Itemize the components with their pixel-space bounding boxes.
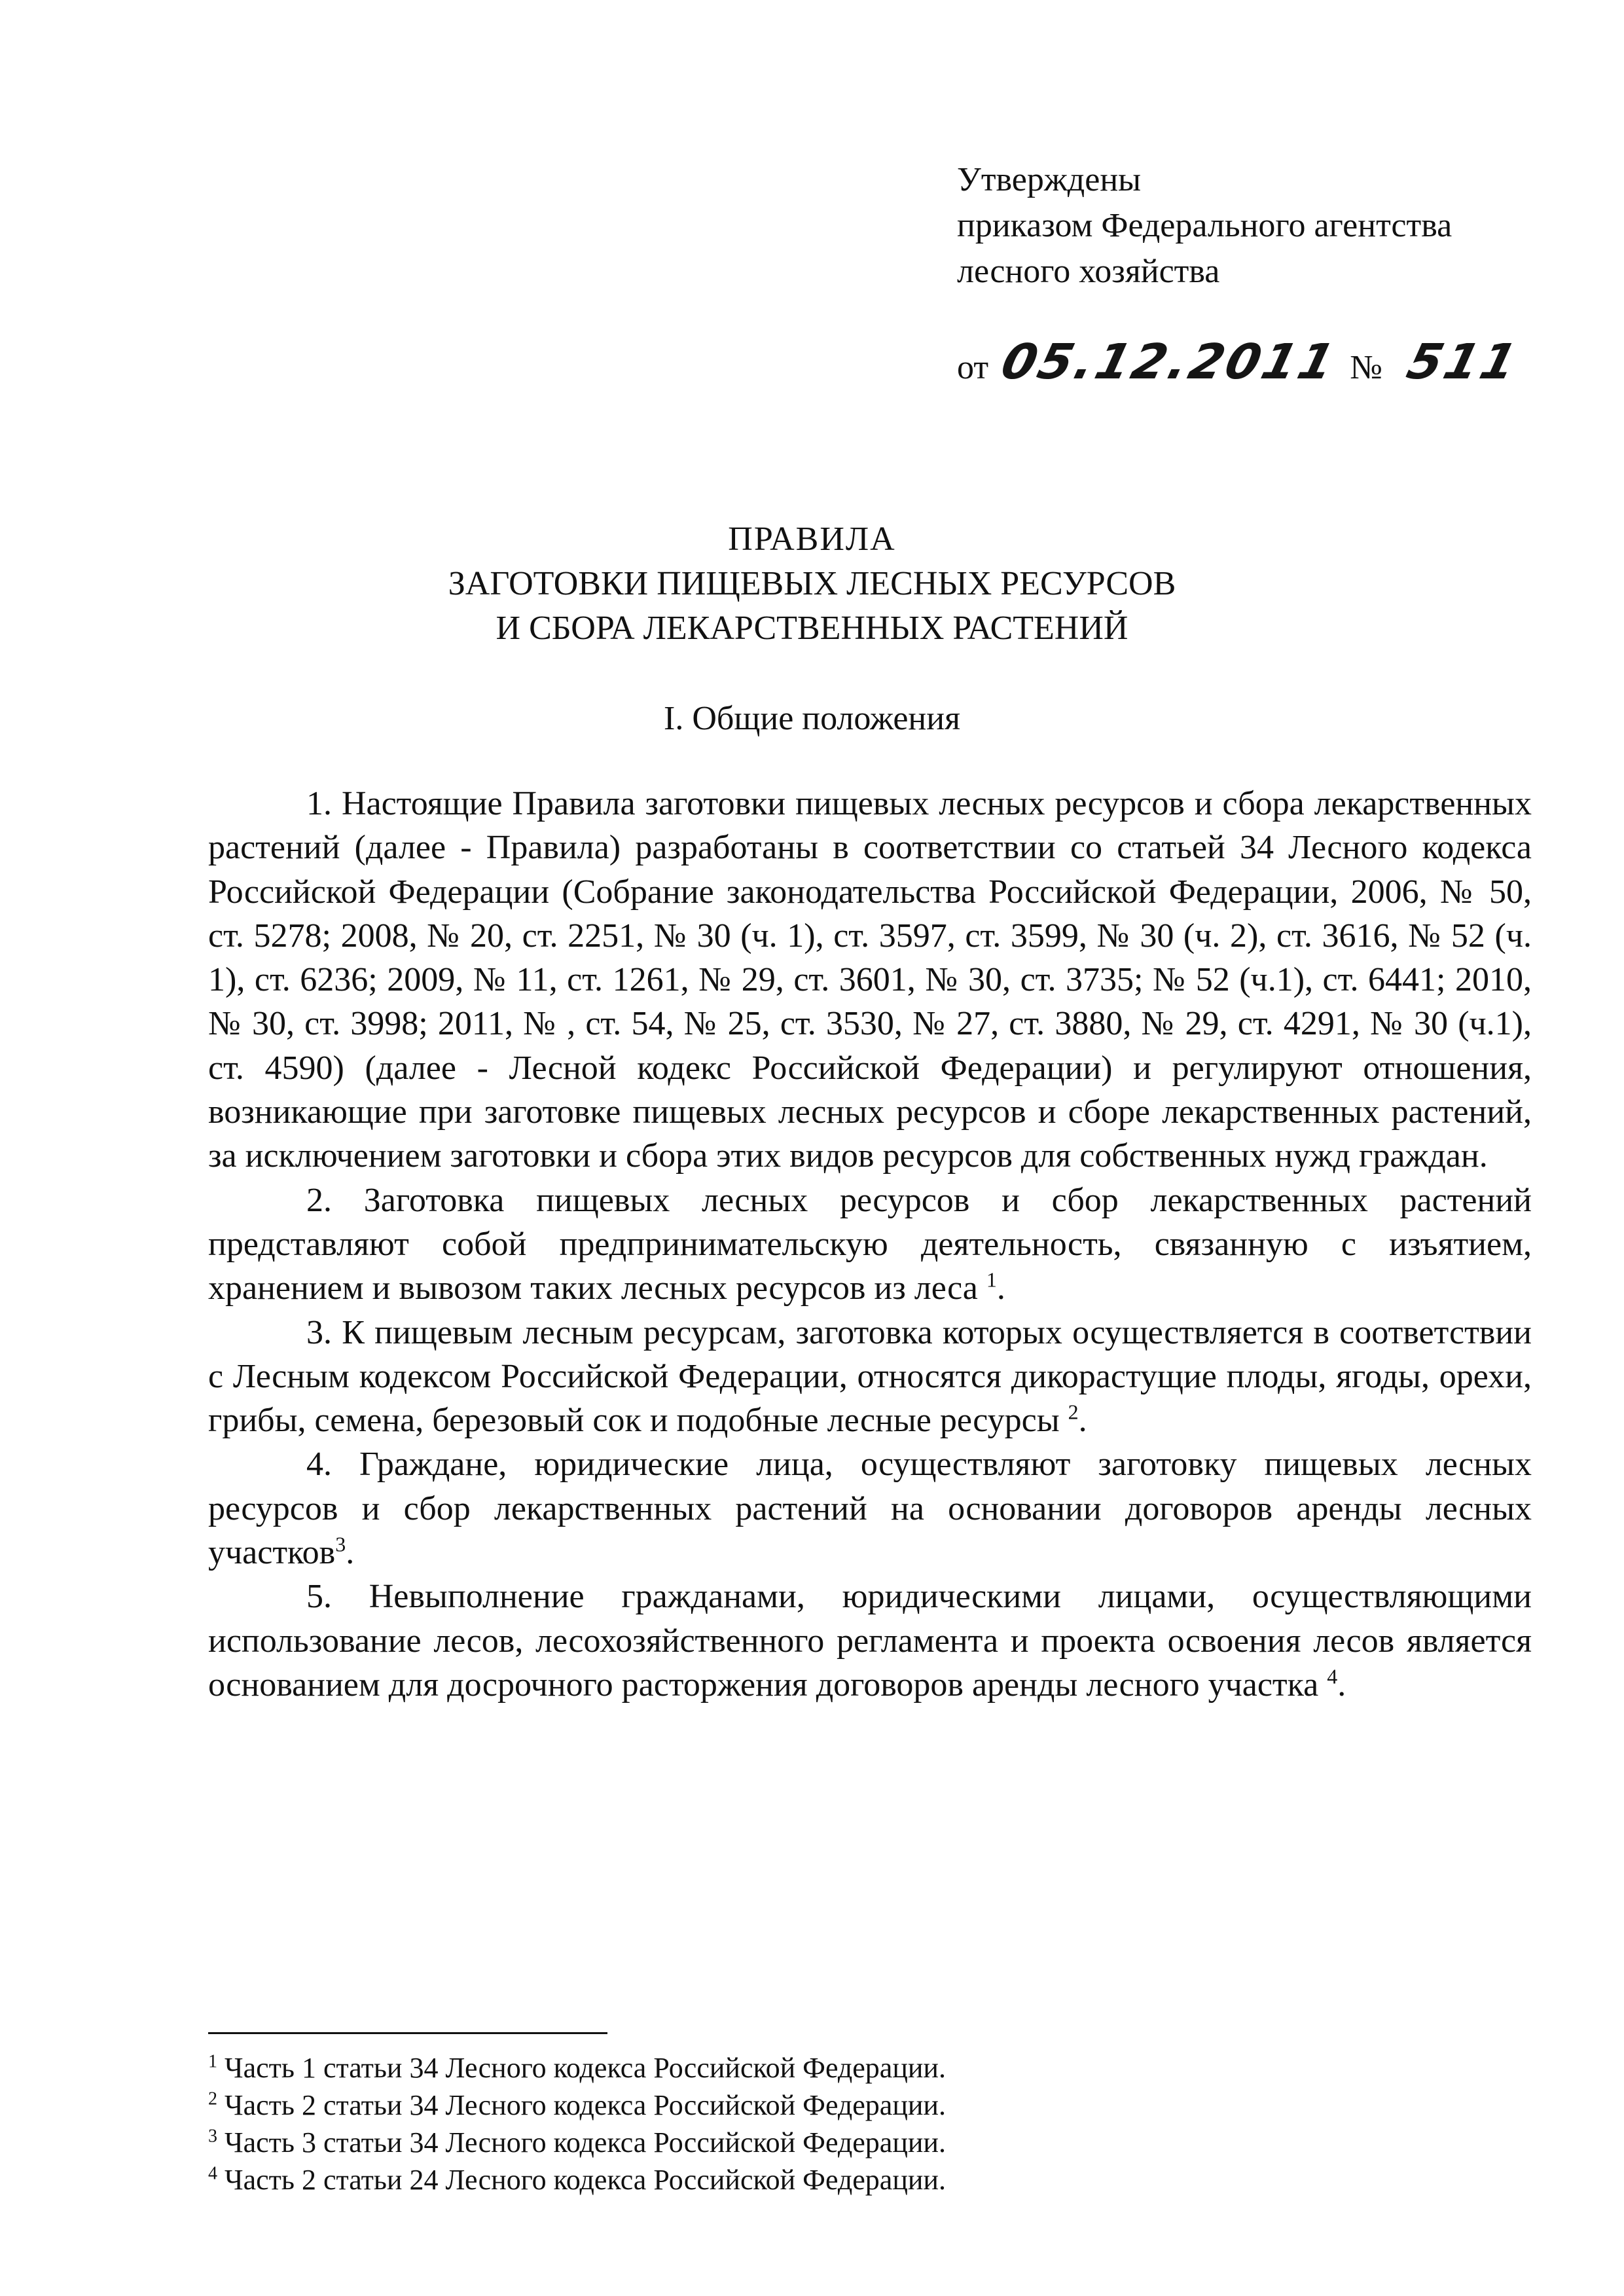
footnote-text: Часть 3 статьи 34 Лесного кодекса Российской Федерации. xyxy=(225,2126,946,2159)
footnote-3 xyxy=(208,2124,946,2161)
paragraph-1 xyxy=(208,782,1532,1178)
footnote-mark: 3 xyxy=(208,2126,217,2147)
paragraph-text: 2. Заготовка пищевых лесных ресурсов и сбор лекарственных растений представляют собой предпринимательскую деятельность, связанную с изъятием, хранением и вывозом таких лесных ресурсов из леса xyxy=(208,1181,1532,1307)
body-text xyxy=(208,782,1532,1707)
approval-date-number-line xyxy=(957,334,1532,391)
handwritten-number: 511 xyxy=(1401,334,1525,390)
footnote-1 xyxy=(208,2049,946,2086)
footnote-reference: 3 xyxy=(335,1532,346,1556)
footnote-4 xyxy=(208,2161,946,2198)
number-prefix: № xyxy=(1350,349,1382,386)
paragraph-end: . xyxy=(1337,1666,1346,1704)
footnote-divider xyxy=(208,2032,607,2034)
title-line-2: ЗАГОТОВКИ ПИЩЕВЫХ ЛЕСНЫХ РЕСУРСОВ xyxy=(448,565,1176,602)
footnote-reference: 4 xyxy=(1327,1664,1338,1688)
handwritten-date: 05.12.2011 xyxy=(996,334,1343,390)
footnotes xyxy=(208,2049,946,2198)
approval-block xyxy=(957,157,1532,391)
paragraph-text: 4. Граждане, юридические лица, осуществляют заготовку пищевых лесных ресурсов и сбор лекарственных растений на основании договоров аренды лесных участков xyxy=(208,1446,1532,1572)
footnote-reference: 2 xyxy=(1068,1400,1079,1424)
paragraph-text: 1. Настоящие Правила заготовки пищевых лесных ресурсов и сбора лекарственных растений (далее - Правила) разработаны в соответствии со статьей 34 Лесного кодекса Российской Федерации (Собрание законодательства Российской Федерации, 2006, № 50, ст. 5278; 2008, № 20, ст. 2251, № 30 (ч. 1), ст. 3597, ст. 3599, № 30 (ч. 2), ст. 3616, № 52 (ч. 1), ст. 6236; 2009, № 11, ст. 1261, № 29, ст. 3601, № 30, ст. 3735; № 52 (ч.1), ст. 6441; 2010, № 30, ст. 3998; 2011, № , ст. 54, № 25, ст. 3530, № 27, ст. 3880, № 29, ст. 4291, № 30 (ч.1), ст. 4590) (далее - Лесной кодекс Российской Федерации) и регулируют отношения, возникающие при заготовке пищевых лесных ресурсов и сборе лекарственных растений, за исключением заготовки и сбора этих видов ресурсов для собственных нужд граждан. xyxy=(208,785,1532,1175)
footnote-reference: 1 xyxy=(986,1267,997,1292)
paragraph-3 xyxy=(208,1311,1532,1443)
paragraph-2 xyxy=(208,1178,1532,1311)
date-prefix: от xyxy=(957,349,989,386)
footnote-mark: 1 xyxy=(208,2051,217,2072)
paragraph-end: . xyxy=(996,1269,1005,1307)
paragraph-4 xyxy=(208,1442,1532,1575)
paragraph-text: 5. Невыполнение гражданами, юридическими лицами, осуществляющими использование лесов, лесохозяйственного регламента и проекта освоения лесов является основанием для досрочного расторжения договоров аренды лесного участка xyxy=(208,1578,1532,1704)
section-heading: I. Общие положения xyxy=(664,700,960,737)
approval-line-2: приказом Федерального агентства xyxy=(957,207,1453,244)
footnote-text: Часть 2 статьи 24 Лесного кодекса Российской Федерации. xyxy=(225,2164,946,2196)
paragraph-text: 3. К пищевым лесным ресурсам, заготовка которых осуществляется в соответствии с Лесным кодексом Российской Федерации, относятся дикорастущие плоды, ягоды, орехи, грибы, семена, березовый сок и подобные лесные ресурсы xyxy=(208,1313,1532,1440)
footnote-text: Часть 1 статьи 34 Лесного кодекса Российской Федерации. xyxy=(225,2052,946,2084)
approval-line-1: Утверждены xyxy=(957,161,1142,198)
title-line-1: ПРАВИЛА xyxy=(728,520,896,558)
approval-line-3: лесного хозяйства xyxy=(957,253,1220,290)
paragraph-end: . xyxy=(346,1534,355,1572)
footnote-2 xyxy=(208,2086,946,2124)
footnote-mark: 4 xyxy=(208,2163,217,2184)
paragraph-5 xyxy=(208,1575,1532,1707)
footnote-text: Часть 2 статьи 34 Лесного кодекса Российской Федерации. xyxy=(225,2089,946,2121)
document-title xyxy=(0,517,1624,651)
title-line-3: И СБОРА ЛЕКАРСТВЕННЫХ РАСТЕНИЙ xyxy=(496,610,1128,647)
footnote-mark: 2 xyxy=(208,2088,217,2109)
paragraph-end: . xyxy=(1078,1402,1087,1440)
